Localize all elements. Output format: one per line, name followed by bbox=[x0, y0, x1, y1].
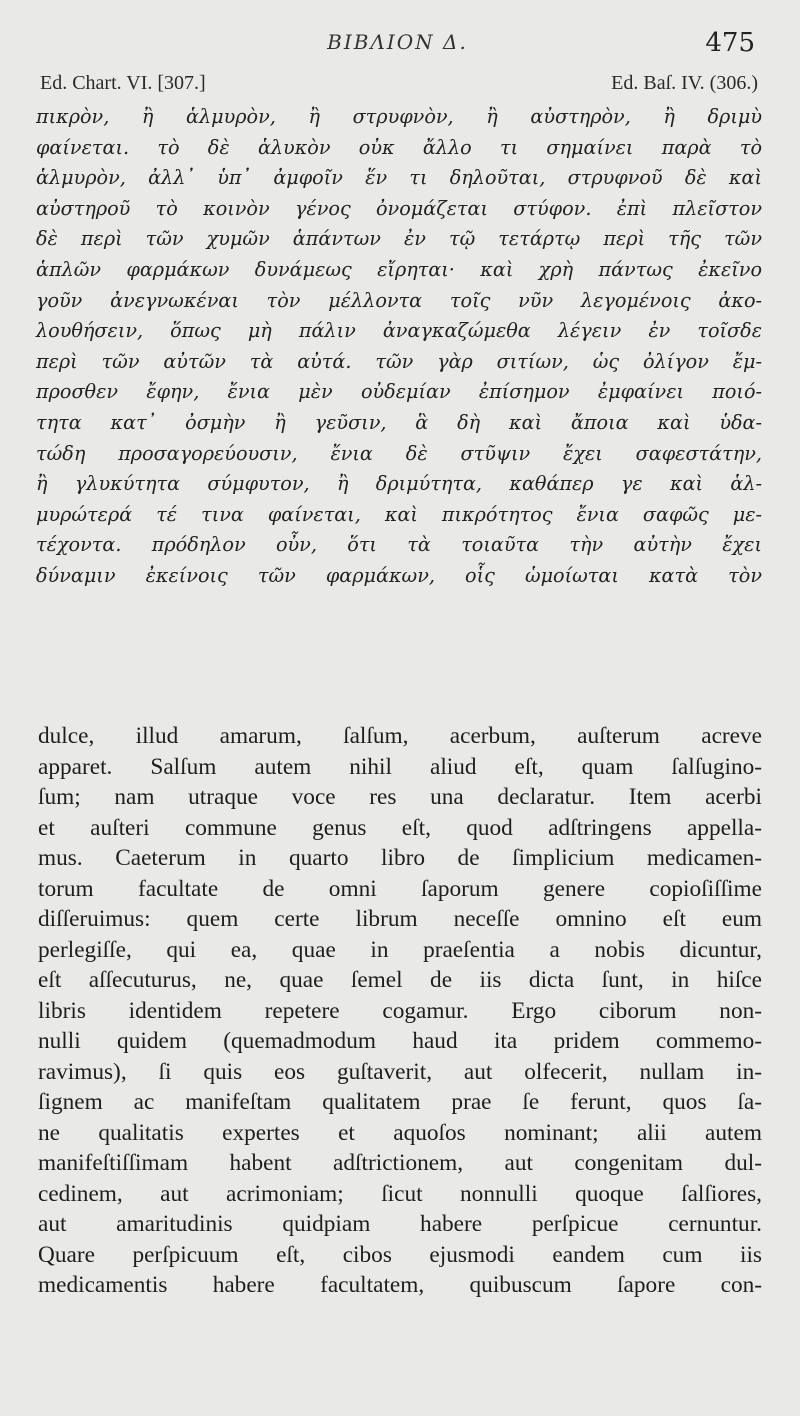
greek-text-line: περὶ τῶν αὐτῶν τὰ αὐτά. τῶν γὰρ σιτίων, ὡς ὀλίγον ἔμ- bbox=[36, 349, 762, 373]
latin-text-line: perlegiſſe, qui ea, quae in praeſentia a nobis dicuntur, bbox=[38, 936, 762, 963]
greek-text-line: τέχοντα. πρόδηλον οὖν, ὅτι τὰ τοιαῦτα τὴν αὐτὴν ἔχει bbox=[36, 533, 762, 557]
latin-text-line: medicamentis habere facultatem, quibuscum ſapore con- bbox=[38, 1272, 762, 1298]
greek-text-line: γοῦν ἀνεγνωκέναι τὸν μέλλοντα τοῖς νῦν λεγομένοις ἀκο- bbox=[36, 288, 762, 312]
latin-text-line: cedinem, aut acrimoniam; ſicut nonnulli quoque ſalſiores, bbox=[38, 1180, 762, 1207]
greek-text-line: ἢ γλυκύτητα σύμφυτον, ἢ δριμύτητα, καθάπερ γε καὶ ἁλ- bbox=[36, 472, 762, 496]
latin-text-block bbox=[38, 721, 762, 1301]
greek-text-line: ἁπλῶν φαρμάκων δυνάμεως εἴρηται· καὶ χρὴ πάντως ἐκεῖνο bbox=[36, 257, 762, 281]
greek-text-line: τώδη προσαγορεύουσιν, ἔνια δὲ στῦψιν ἔχει σαφεστάτην, bbox=[36, 441, 762, 465]
greek-text-line: δύναμιν ἐκείνοις τῶν φαρμάκων, οἷς ὡμοίωται κατὰ τὸν bbox=[36, 563, 762, 587]
latin-text-line: ſum; nam utraque voce res una declaratur. Item acerbi bbox=[38, 784, 762, 810]
latin-text-line: apparet. Salſum autem nihil aliud eſt, quam ſalſugino- bbox=[38, 753, 762, 780]
greek-text-line: τητα κατ᾽ ὀσμὴν ἢ γεῦσιν, ἃ δὴ καὶ ἄποια καὶ ὑδα- bbox=[36, 410, 762, 434]
latin-text-line: aut amaritudinis quidpiam habere perſpicue cernuntur. bbox=[38, 1211, 762, 1237]
greek-text-line: δὲ περὶ τῶν χυμῶν ἁπάντων ἐν τῷ τετάρτῳ περὶ τῆς τῶν bbox=[36, 227, 762, 251]
greek-text-line: μυρώτερά τέ τινα φαίνεται, καὶ πικρότητος ἔνια σαφῶς με- bbox=[36, 502, 762, 526]
page-header bbox=[40, 28, 755, 68]
latin-text-line: diſſeruimus: quem certe librum neceſſe omnino eſt eum bbox=[38, 906, 762, 932]
latin-text-line: et auſteri commune genus eſt, quod adſtringens appella- bbox=[38, 814, 762, 841]
latin-text-line: Quare perſpicuum eſt, cibos ejusmodi eandem cum iis bbox=[38, 1241, 762, 1268]
page-number: 475 bbox=[705, 28, 755, 58]
latin-text-line: ravimus), ſi quis eos guſtaverit, aut olfecerit, nullam in- bbox=[38, 1058, 762, 1085]
greek-text-line: λουθήσειν, ὅπως μὴ πάλιν ἀναγκαζώμεθα λέγειν ἐν τοῖσδε bbox=[36, 319, 762, 343]
greek-text-line: ἁλμυρὸν, ἀλλ᾽ ὑπ᾽ ἀμφοῖν ἕν τι δηλοῦται, στρυφνοῦ δὲ καὶ bbox=[36, 166, 762, 190]
latin-text-line: ne qualitatis expertes et aquoſos nominant; alii autem bbox=[38, 1119, 762, 1146]
edition-references bbox=[40, 72, 758, 100]
latin-text-line: mus. Caeterum in quarto libro de ſimplicium medicamen- bbox=[38, 845, 762, 871]
greek-text-line: φαίνεται. τὸ δὲ ἁλυκὸν οὐκ ἄλλο τι σημαίνει παρὰ τὸ bbox=[36, 135, 762, 159]
edition-ref-chartier: Ed. Chart. VI. [307.] bbox=[40, 72, 206, 94]
latin-text-line: libris identidem repetere cogamur. Ergo ciborum non- bbox=[38, 997, 762, 1024]
latin-text-line: torum facultate de omni ſaporum genere copioſiſſime bbox=[38, 875, 762, 902]
greek-text-line: αὐστηροῦ τὸ κοινὸν γένος ὀνομάζεται στύφον. ἐπὶ πλεῖστον bbox=[36, 196, 762, 220]
edition-ref-basel: Ed. Baſ. IV. (306.) bbox=[611, 72, 758, 94]
greek-text-line: πικρὸν, ἢ ἁλμυρὸν, ἢ στρυφνὸν, ἢ αὐστηρὸν, ἢ δριμὺ bbox=[36, 105, 762, 128]
latin-text-line: eſt aſſecuturus, ne, quae ſemel de iis dicta ſunt, in hiſce bbox=[38, 967, 762, 993]
greek-text-line: προσθεν ἔφην, ἔνια μὲν οὐδεμίαν ἐπίσημον ἐμφαίνει ποιό- bbox=[36, 380, 762, 404]
greek-text-block bbox=[36, 102, 762, 592]
latin-text-line: dulce, illud amarum, ſalſum, acerbum, auſterum acreve bbox=[38, 723, 762, 749]
latin-text-line: ſignem ac manifeſtam qualitatem prae ſe ferunt, quos ſa- bbox=[38, 1089, 762, 1115]
latin-text-line: manifeſtiſſimam habent adſtrictionem, aut congenitam dul- bbox=[38, 1150, 762, 1176]
running-title: ΒΙΒΛΙΟΝ Δ. bbox=[327, 30, 468, 54]
latin-text-line: nulli quidem (quemadmodum haud ita pridem commemo- bbox=[38, 1028, 762, 1054]
